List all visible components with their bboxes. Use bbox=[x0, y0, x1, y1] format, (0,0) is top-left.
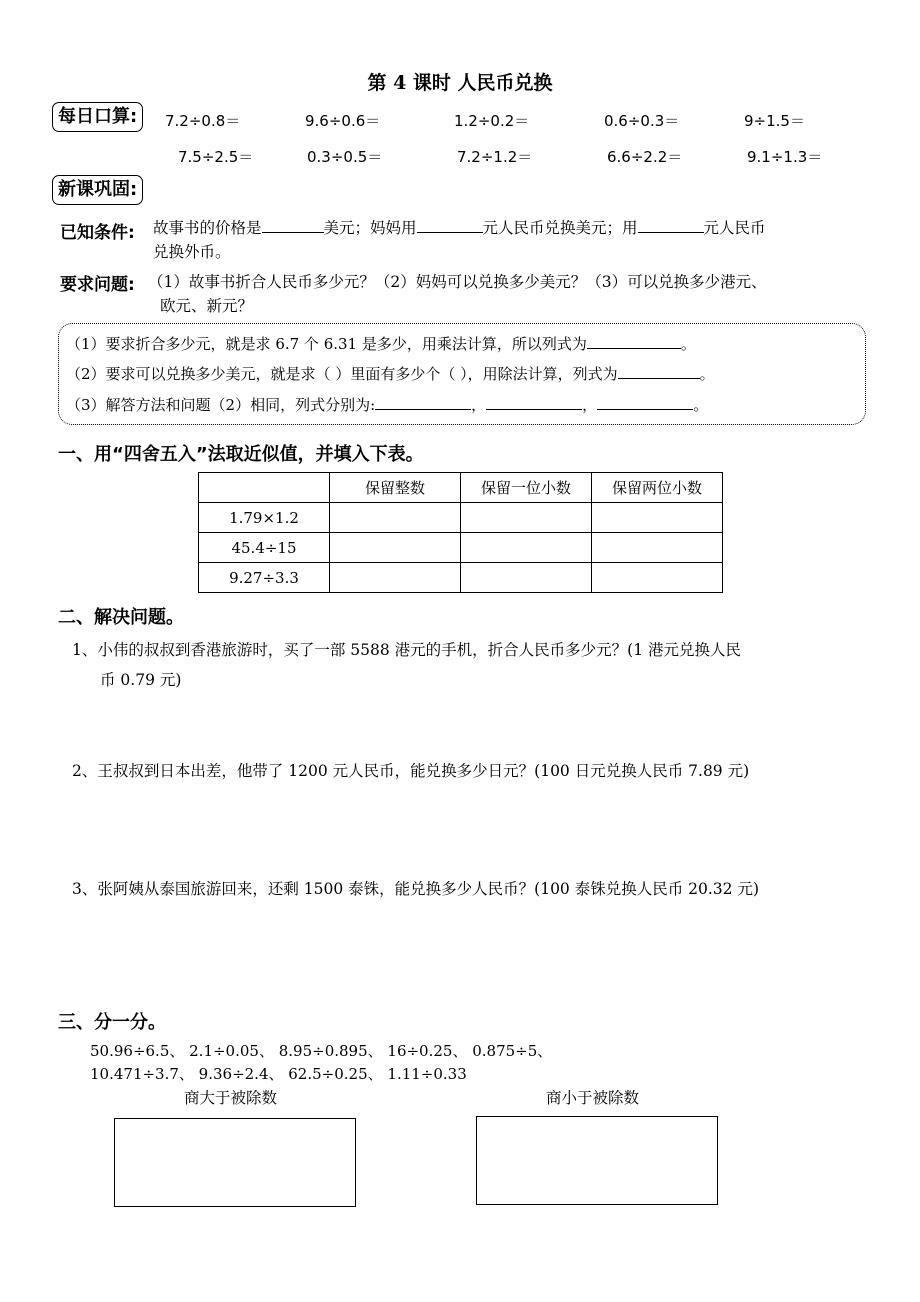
section-1-heading: 一、用“四舍五入”法取近似值，并填入下表。 bbox=[58, 444, 424, 465]
question-2: 2、王叔叔到日本出差，他带了 1200 元人民币，能兑换多少日元？(100 日元兑换人民币 7.89 元) bbox=[72, 762, 750, 780]
question-3: 3、张阿姨从泰国旅游回来，还剩 1500 泰铢，能兑换多少人民币？(100 泰铢兑换人民币 20.32 元) bbox=[72, 880, 759, 898]
hint-text: （1）要求折合多少元，就是求 6.7 个 6.31 是多少，用乘法计算，所以列式为 bbox=[66, 335, 587, 353]
blank-hint-1[interactable] bbox=[587, 333, 681, 349]
box-label-greater: 商大于被除数 bbox=[184, 1089, 278, 1107]
answer-cell[interactable] bbox=[592, 533, 723, 563]
hint-sep: ， bbox=[471, 396, 487, 414]
calc-item: 0.3÷0.5＝ bbox=[307, 148, 383, 166]
blank-rmb-other[interactable] bbox=[638, 217, 704, 233]
hint-2 bbox=[66, 363, 715, 384]
new-lesson-tag: 新课巩固: bbox=[52, 175, 143, 205]
hint-1 bbox=[66, 333, 696, 354]
known-text: 故事书的价格是 bbox=[153, 219, 262, 237]
blank-hint-3a[interactable] bbox=[375, 394, 471, 410]
sort-list-line-2: 10.471÷3.7、 9.36÷2.4、 62.5÷0.25、 1.11÷0.33 bbox=[90, 1065, 467, 1083]
hint-text: （2）要求可以兑换多少美元，就是求（ ）里面有多少个（ ），用除法计算，列式为 bbox=[66, 365, 618, 383]
answer-box-smaller[interactable] bbox=[476, 1116, 718, 1205]
table-header bbox=[199, 473, 330, 503]
page-title: 第 4 课时 人民币兑换 bbox=[367, 72, 553, 94]
answer-cell[interactable] bbox=[592, 563, 723, 593]
answer-cell[interactable] bbox=[330, 533, 461, 563]
row-expression: 45.4÷15 bbox=[199, 533, 330, 563]
ask-line-1: （1）故事书折合人民币多少元？（2）妈妈可以兑换多少美元？（3）可以兑换多少港元、 bbox=[148, 273, 767, 291]
blank-rmb-amount[interactable] bbox=[417, 217, 483, 233]
blank-hint-3c[interactable] bbox=[597, 394, 693, 410]
section-2-heading: 二、解决问题。 bbox=[58, 607, 184, 628]
table-row bbox=[199, 563, 723, 593]
blank-price[interactable] bbox=[262, 217, 324, 233]
answer-cell[interactable] bbox=[461, 533, 592, 563]
hint-sep: ， bbox=[582, 396, 598, 414]
answer-cell[interactable] bbox=[592, 503, 723, 533]
known-line-1 bbox=[153, 216, 766, 240]
calc-item: 7.2÷0.8＝ bbox=[165, 112, 241, 130]
table-header: 保留两位小数 bbox=[592, 473, 723, 503]
calc-item: 9.6÷0.6＝ bbox=[305, 112, 381, 130]
calc-item: 0.6÷0.3＝ bbox=[604, 112, 680, 130]
calc-item: 7.2÷1.2＝ bbox=[457, 148, 533, 166]
box-label-smaller: 商小于被除数 bbox=[546, 1089, 640, 1107]
answer-cell[interactable] bbox=[330, 563, 461, 593]
answer-cell[interactable] bbox=[330, 503, 461, 533]
hint-3 bbox=[66, 394, 708, 415]
table-header: 保留一位小数 bbox=[461, 473, 592, 503]
table-row bbox=[199, 503, 723, 533]
hint-end: 。 bbox=[699, 365, 715, 383]
row-expression: 1.79×1.2 bbox=[199, 503, 330, 533]
known-text: 兑换外币。 bbox=[153, 243, 231, 261]
rounding-table bbox=[198, 472, 723, 593]
known-text: 元人民币兑换美元；用 bbox=[482, 219, 638, 237]
ask-label: 要求问题: bbox=[60, 275, 135, 295]
known-text: 元人民币 bbox=[703, 219, 766, 237]
known-label: 已知条件: bbox=[60, 223, 135, 243]
answer-cell[interactable] bbox=[461, 503, 592, 533]
section-3-heading: 三、分一分。 bbox=[58, 1012, 166, 1033]
hint-end: 。 bbox=[680, 335, 696, 353]
question-1-line-2: 币 0.79 元) bbox=[100, 671, 182, 689]
hint-end: 。 bbox=[693, 396, 709, 414]
blank-hint-2[interactable] bbox=[618, 363, 700, 379]
calc-item: 9÷1.5＝ bbox=[744, 112, 805, 130]
known-text: 美元；妈妈用 bbox=[323, 219, 417, 237]
calc-item: 6.6÷2.2＝ bbox=[607, 148, 683, 166]
daily-calc-tag: 每日口算: bbox=[52, 102, 143, 132]
blank-hint-3b[interactable] bbox=[486, 394, 582, 410]
table-row bbox=[199, 533, 723, 563]
calc-item: 9.1÷1.3＝ bbox=[747, 148, 823, 166]
calc-item: 7.5÷2.5＝ bbox=[178, 148, 254, 166]
row-expression: 9.27÷3.3 bbox=[199, 563, 330, 593]
table-header: 保留整数 bbox=[330, 473, 461, 503]
ask-line-2: 欧元、新元？ bbox=[160, 297, 254, 315]
question-1-line-1: 1、小伟的叔叔到香港旅游时，买了一部 5588 港元的手机，折合人民币多少元？(1 港元兑换人民 bbox=[72, 641, 742, 659]
answer-box-greater[interactable] bbox=[114, 1118, 356, 1207]
answer-cell[interactable] bbox=[461, 563, 592, 593]
table-header-row bbox=[199, 473, 723, 503]
sort-list-line-1: 50.96÷6.5、 2.1÷0.05、 8.95÷0.895、 16÷0.25、 0.875÷5、 bbox=[90, 1042, 553, 1060]
calc-item: 1.2÷0.2＝ bbox=[454, 112, 530, 130]
hint-text: （3）解答方法和问题（2）相同，列式分别为: bbox=[66, 396, 376, 414]
